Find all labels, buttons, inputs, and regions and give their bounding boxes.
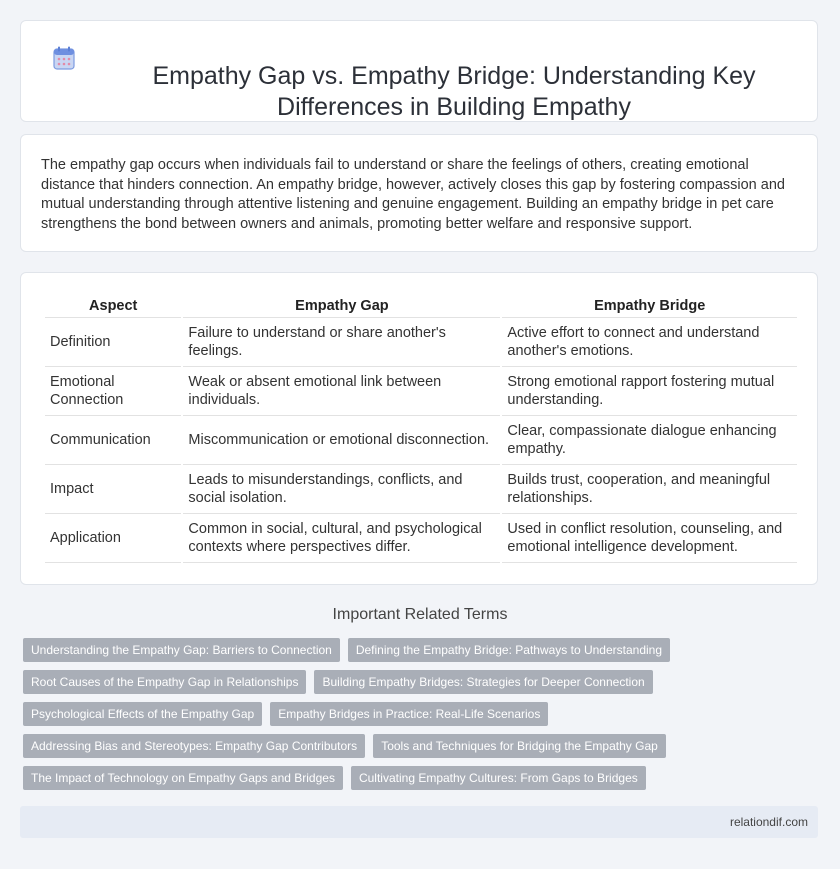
related-term-tag[interactable]: Empathy Bridges in Practice: Real-Life Scenarios (270, 702, 548, 726)
row-gap-cell: Miscommunication or emotional disconnection. (183, 416, 500, 465)
page-title: Empathy Gap vs. Empathy Bridge: Understanding Key Differences in Building Empathy (152, 62, 756, 121)
row-bridge-cell: Strong emotional rapport fostering mutual understanding. (502, 367, 797, 416)
table-row (45, 318, 797, 367)
table-row (45, 416, 797, 465)
related-term-tag[interactable]: Defining the Empathy Bridge: Pathways to Understanding (348, 638, 670, 662)
row-aspect: Emotional Connection (45, 367, 181, 416)
related-terms-list (23, 638, 823, 798)
table-header-row (45, 295, 797, 318)
comparison-table (43, 295, 799, 563)
related-terms-heading: Important Related Terms (332, 606, 508, 623)
column-header-empathy-bridge: Empathy Bridge (502, 295, 797, 318)
row-bridge-cell: Used in conflict resolution, counseling, and emotional intelligence development. (502, 514, 797, 563)
row-bridge-cell: Clear, compassionate dialogue enhancing empathy. (502, 416, 797, 465)
row-aspect: Impact (45, 465, 181, 514)
row-aspect: Definition (45, 318, 181, 367)
table-row (45, 514, 797, 563)
column-header-aspect: Aspect (45, 295, 181, 318)
footer-site-link[interactable]: relationdif.com (729, 815, 808, 829)
column-header-empathy-gap: Empathy Gap (183, 295, 500, 318)
related-term-tag[interactable]: Building Empathy Bridges: Strategies for Deeper Connection (314, 670, 652, 694)
related-term-tag[interactable]: Cultivating Empathy Cultures: From Gaps to Bridges (351, 766, 646, 790)
row-gap-cell: Leads to misunderstandings, conflicts, and social isolation. (183, 465, 500, 514)
related-term-tag[interactable]: Addressing Bias and Stereotypes: Empathy Gap Contributors (23, 734, 365, 758)
calendar-icon (53, 46, 75, 70)
intro-card (20, 134, 818, 252)
related-term-tag[interactable]: Root Causes of the Empathy Gap in Relationships (23, 670, 306, 694)
footer (20, 806, 818, 838)
comparison-card (20, 272, 818, 585)
related-term-tag[interactable]: Psychological Effects of the Empathy Gap (23, 702, 262, 726)
table-row (45, 367, 797, 416)
row-gap-cell: Failure to understand or share another's feelings. (183, 318, 500, 367)
title-card (20, 20, 818, 122)
related-term-tag[interactable]: Tools and Techniques for Bridging the Empathy Gap (373, 734, 666, 758)
related-term-tag[interactable]: Understanding the Empathy Gap: Barriers to Connection (23, 638, 340, 662)
table-row (45, 465, 797, 514)
row-bridge-cell: Active effort to connect and understand another's emotions. (502, 318, 797, 367)
row-aspect: Communication (45, 416, 181, 465)
row-aspect: Application (45, 514, 181, 563)
row-gap-cell: Common in social, cultural, and psychological contexts where perspectives differ. (183, 514, 500, 563)
row-bridge-cell: Builds trust, cooperation, and meaningful relationships. (502, 465, 797, 514)
related-term-tag[interactable]: The Impact of Technology on Empathy Gaps and Bridges (23, 766, 343, 790)
row-gap-cell: Weak or absent emotional link between individuals. (183, 367, 500, 416)
intro-paragraph: The empathy gap occurs when individuals fail to understand or share the feelings of others, creating emotional distance that hinders connection. An empathy bridge, however, actively closes this gap by fostering compassion and mutual understanding through attentive listening and genuine engagement. Building an empathy bridge in pet care strengthens the bond between owners and animals, promoting better welfare and responsive support. (41, 157, 785, 232)
